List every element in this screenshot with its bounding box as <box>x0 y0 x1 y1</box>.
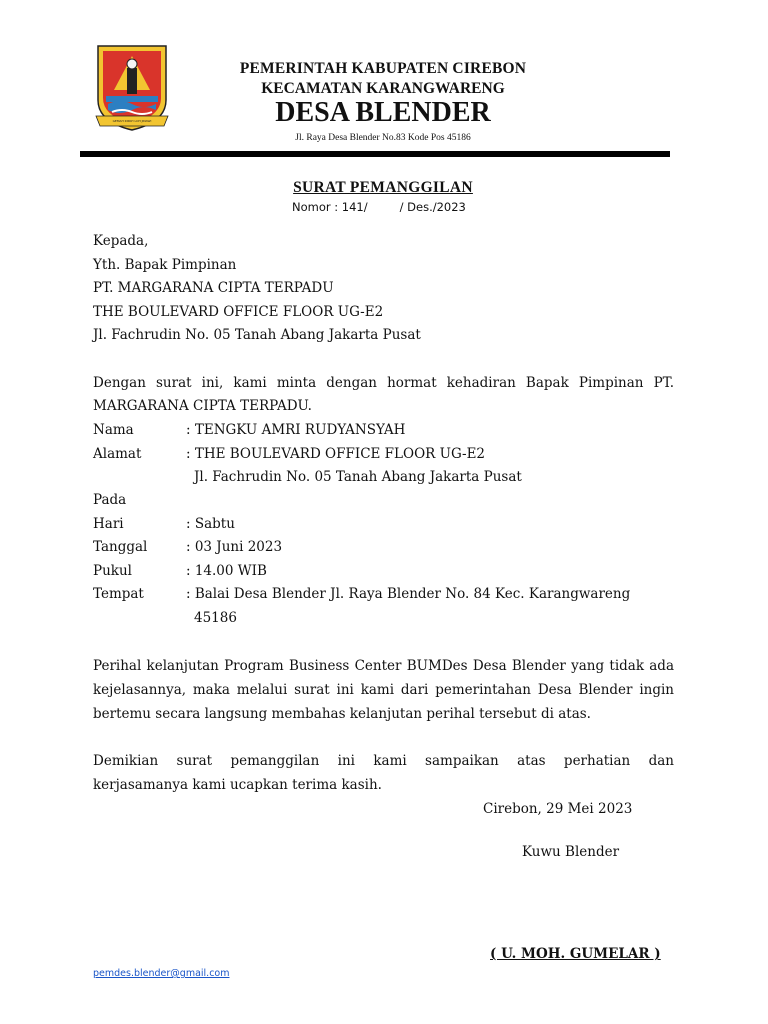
field-value-hari: : Sabtu <box>186 516 235 532</box>
field-value-nama: : TENGKU AMRI RUDYANSYAH <box>186 422 406 438</box>
place-date: Cirebon, 29 Mei 2023 <box>483 801 633 817</box>
field-label-pada: Pada <box>93 492 127 508</box>
recipient-line: Jl. Fachrudin No. 05 Tanah Abang Jakarta Pusat <box>93 327 421 343</box>
signer-position: Kuwu Blender <box>522 844 620 860</box>
letter-number-label: Nomor : <box>292 200 339 214</box>
field-label-alamat: Alamat <box>93 446 142 462</box>
intro-line-2: MARGARANA CIPTA TERPADU. <box>93 398 312 414</box>
signer-name: ( U. MOH. GUMELAR ) <box>490 946 661 962</box>
field-label-pukul: Pukul <box>93 563 132 579</box>
header-government-name: PEMERINTAH KABUPATEN CIREBON <box>239 60 527 77</box>
letter-number <box>292 200 466 214</box>
body-paragraph-line: Perihal kelanjutan Program Business Center BUMDes Desa Blender yang tidak ada <box>93 658 674 674</box>
field-value-tanggal: : 03 Juni 2023 <box>186 539 283 555</box>
field-value-tempat: : Balai Desa Blender Jl. Raya Blender No. 84 Kec. Karangwareng <box>186 586 631 602</box>
recipient-line: Kepada, <box>93 233 149 249</box>
header-address: Jl. Raya Desa Blender No.83 Kode Pos 45186 <box>295 133 471 143</box>
body-paragraph-line: bertemu secara langsung membahas kelanjutan perihal tersebut di atas. <box>93 706 591 722</box>
logo-ribbon-text: GEMAH RIPAH LOH JINAWI <box>112 119 152 123</box>
field-value-alamat: : THE BOULEVARD OFFICE FLOOR UG-E2 <box>186 446 486 462</box>
closing-paragraph-line: kerjasamanya kami ucapkan terima kasih. <box>93 777 382 793</box>
intro-line-1: Dengan surat ini, kami minta dengan hormat kehadiran Bapak Pimpinan PT. <box>93 375 674 391</box>
footer-email-link[interactable]: pemdes.blender@gmail.com <box>93 968 230 979</box>
header-village-name: DESA BLENDER <box>275 97 491 128</box>
header-divider <box>80 151 670 157</box>
closing-paragraph-line: Demikian surat pemanggilan ini kami sampaikan atas perhatian dan <box>93 753 674 769</box>
field-value-tempat-2: 45186 <box>194 610 237 626</box>
letter-title: SURAT PEMANGGILAN <box>293 179 473 196</box>
field-label-tanggal: Tanggal <box>93 539 148 555</box>
recipient-line: Yth. Bapak Pimpinan <box>93 257 237 273</box>
field-label-hari: Hari <box>93 516 124 532</box>
field-label-nama: Nama <box>93 422 134 438</box>
body-paragraph-line: kejelasannya, maka melalui surat ini kami dari pemerintahan Desa Blender ingin <box>93 682 674 698</box>
field-label-tempat: Tempat <box>93 586 144 602</box>
recipient-line: THE BOULEVARD OFFICE FLOOR UG-E2 <box>93 304 384 320</box>
field-value-pukul: : 14.00 WIB <box>186 563 267 579</box>
recipient-line: PT. MARGARANA CIPTA TERPADU <box>93 280 334 296</box>
header-district-name: KECAMATAN KARANGWARENG <box>261 80 505 97</box>
letter-number-value: 141/ <box>341 200 368 214</box>
letter-number-suffix: / Des./2023 <box>399 200 466 214</box>
field-value-alamat-2: Jl. Fachrudin No. 05 Tanah Abang Jakarta Pusat <box>194 469 522 485</box>
regency-emblem-logo <box>94 42 170 132</box>
